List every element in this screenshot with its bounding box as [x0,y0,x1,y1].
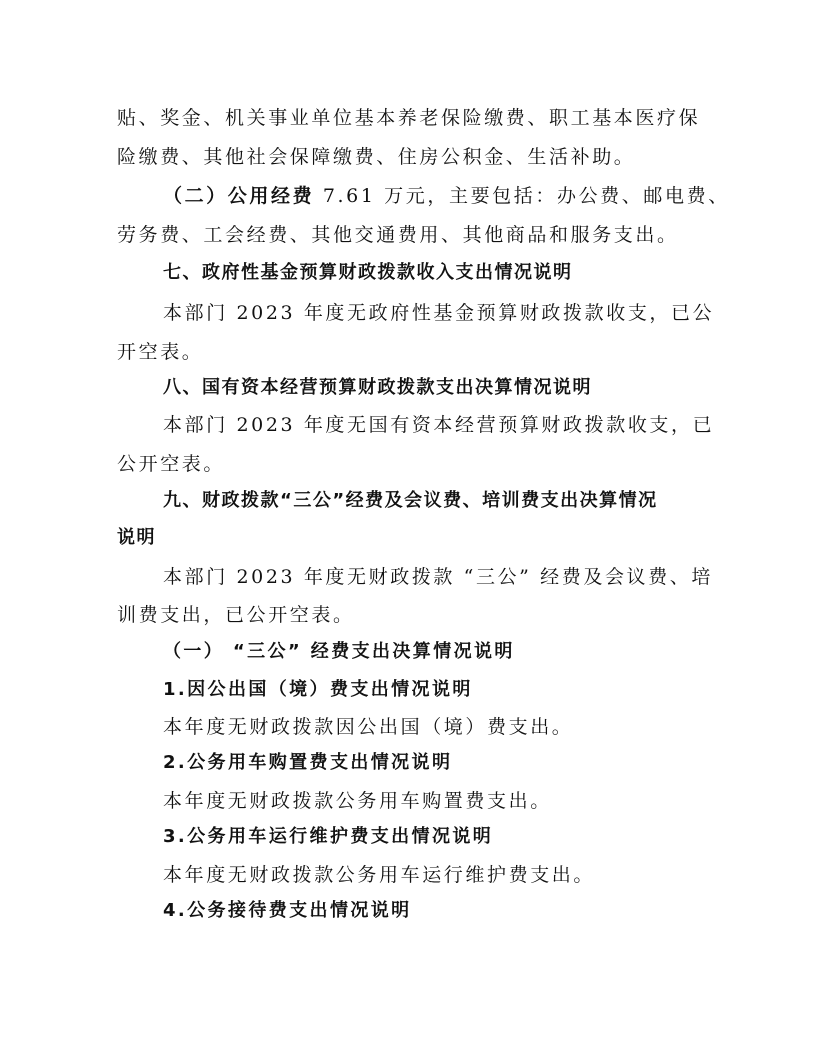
paragraph-line: 本年度无财政拨款公务用车购置费支出。 [163,790,552,812]
section-heading-continued: 说明 [117,527,156,548]
item-heading: 3.公务用车运行维护费支出情况说明 [163,826,494,847]
paragraph-line: 本年度无财政拨款公务用车运行维护费支出。 [163,864,596,886]
section-heading: 七、政府性基金预算财政拨款收入支出情况说明 [163,262,573,283]
public-funds-label: （二）公用经费 [163,185,315,207]
item-heading: 1.因公出国（境）费支出情况说明 [163,679,473,700]
section-heading: 九、财政拨款“三公”经费及会议费、培训费支出决算情况 [163,490,658,511]
paragraph-line: 本部门 2023 年度无财政拨款 “三公” 经费及会议费、培 [163,566,713,588]
paragraph-line: 训费支出，已公开空表。 [117,604,355,626]
paragraph-line: 本部门 2023 年度无政府性基金预算财政拨款收支，已公 [163,302,715,324]
paragraph-line: 劳务费、工会经费、其他交通费用、其他商品和服务支出。 [117,224,679,246]
public-funds-text: 7.61 万元，主要包括：办公费、邮电费、 [314,185,730,207]
paragraph-line: 本部门 2023 年度无国有资本经营预算财政拨款收支，已 [163,414,715,436]
paragraph-line: 本年度无财政拨款因公出国（境）费支出。 [163,716,574,738]
public-funds-line [163,184,730,208]
item-heading: 2.公务用车购置费支出情况说明 [163,752,453,773]
subsection-heading: （一） “三公” 经费支出决算情况说明 [163,641,515,662]
item-heading: 4.公务接待费支出情况说明 [163,900,412,921]
paragraph-line: 险缴费、其他社会保障缴费、住房公积金、生活补助。 [117,146,636,168]
section-heading: 八、国有资本经营预算财政拨款支出决算情况说明 [163,377,592,398]
paragraph-line: 公开空表。 [117,453,226,475]
paragraph-line: 贴、奖金、机关事业单位基本养老保险缴费、职工基本医疗保 [117,107,701,129]
paragraph-line: 开空表。 [117,341,204,363]
